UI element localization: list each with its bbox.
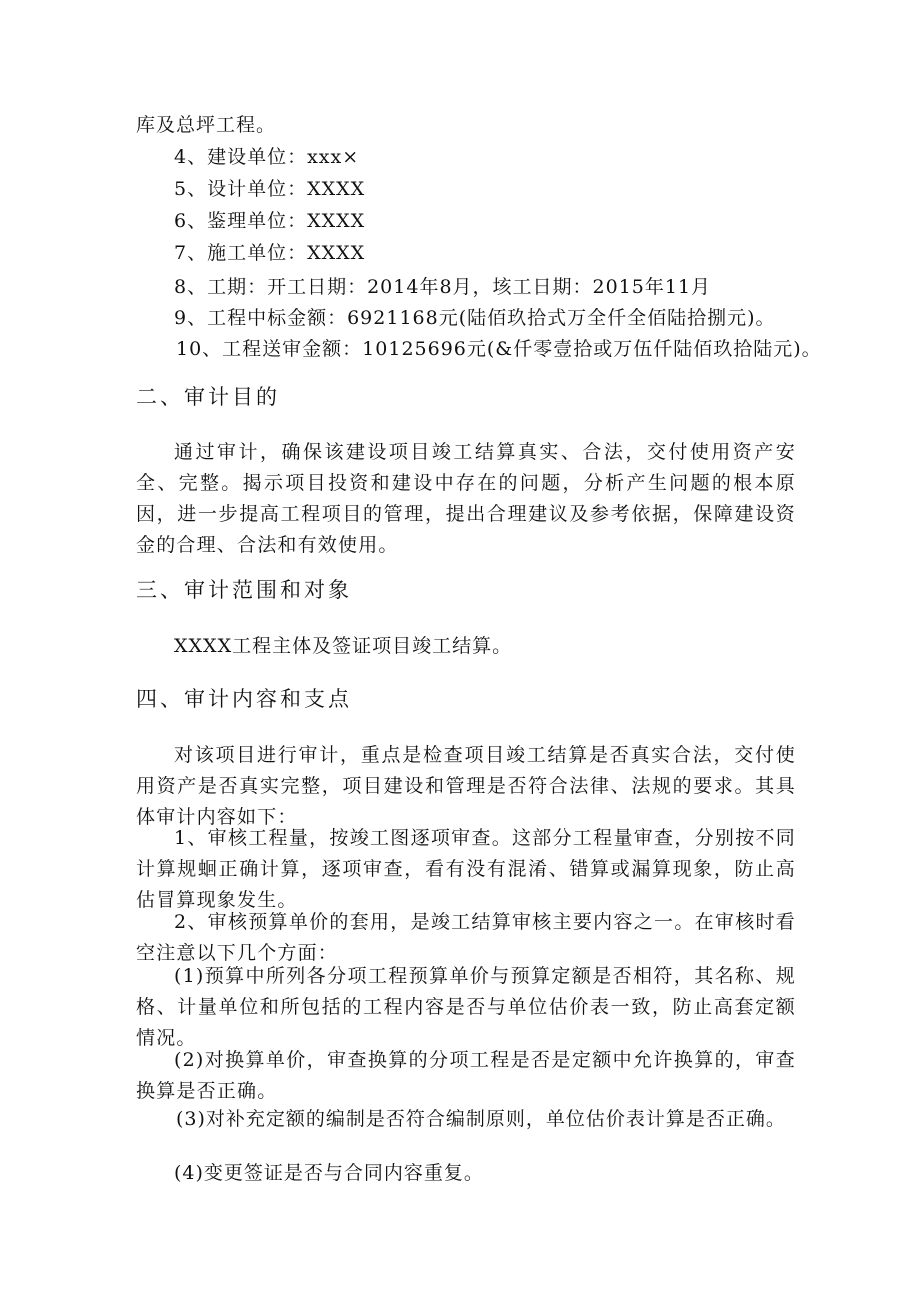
content-subitem-2: (2)对换算单价，审查换算的分项工程是否是定额中允许换算的，审查换算是否正确。 — [136, 1049, 796, 1102]
list-item: 10、工程送审金额：10125696元(&仟零壹拾或万伍仟陆佰玖拾陆元)。 — [176, 338, 822, 360]
content-item-quantity: 1、审核工程量，按竣工图逐项审查。这部分工程量审查，分别按不同计算规蛔正确计算，逐项审查，看有没有混淆、错算或漏算现象，防止高估冒算现象发生。 — [136, 827, 796, 911]
list-item: 5、设计单位：XXXX — [174, 178, 366, 200]
content-item-unit-price: 2、审核预算单价的套用，是竣工结算审核主要内容之一。在审核时看空注意以下几个方面： — [136, 911, 796, 964]
list-item: 7、施工单位：XXXX — [174, 242, 366, 264]
list-item: 8、工期：开工日期：2014年8月，垓工日期：2015年11月 — [174, 276, 712, 298]
section-body-content-intro: 对该项目进行审计，重点是检查项目竣工结算是否真实合法，交付使用资产是否真实完整，项目建设和管理是否符合法律、法规的要求。其具体审计内容如下： — [136, 744, 796, 828]
section-body-scope: XXXX工程主体及签证项目竣工结算。 — [174, 635, 513, 657]
content-subitem-4: (4)变更签证是否与合同内容重复。 — [174, 1162, 484, 1184]
list-item: 4、建设单位：xxx× — [174, 146, 360, 168]
section-body-purpose: 通过审计，确保该建设项目竣工结算真实、合法，交付使用资产安全、完整。揭示项目投资和建设中存在的问题，分析产生问题的根本原因，进一步提高工程项目的管理，提出合理建议及参考依据，保障建设资金的合理、合法和有效使用。 — [136, 441, 796, 556]
list-item: 6、鉴理单位：XXXX — [174, 210, 366, 232]
section-heading-purpose: 二、审计目的 — [136, 385, 280, 409]
intro-tail-text: 库及总坪工程。 — [136, 114, 277, 136]
section-heading-content: 四、审计内容和支点 — [136, 687, 352, 711]
section-heading-scope: 三、审计范围和对象 — [136, 578, 352, 602]
list-item: 9、工程中标金额：6921168元(陆佰玖拾式万全仟全佰陆拾捌元)。 — [174, 307, 776, 329]
content-subitem-1: (1)预算中所列各分项工程预算单价与预算定额是否相符，其名称、规格、计量单位和所包括的工程内容是否与单位估价表一致，防止高套定额情况。 — [136, 965, 796, 1049]
content-subitem-3: (3)对补充定额的编制是否符合编制原则，单位估价表计算是否正确。 — [176, 1108, 786, 1130]
